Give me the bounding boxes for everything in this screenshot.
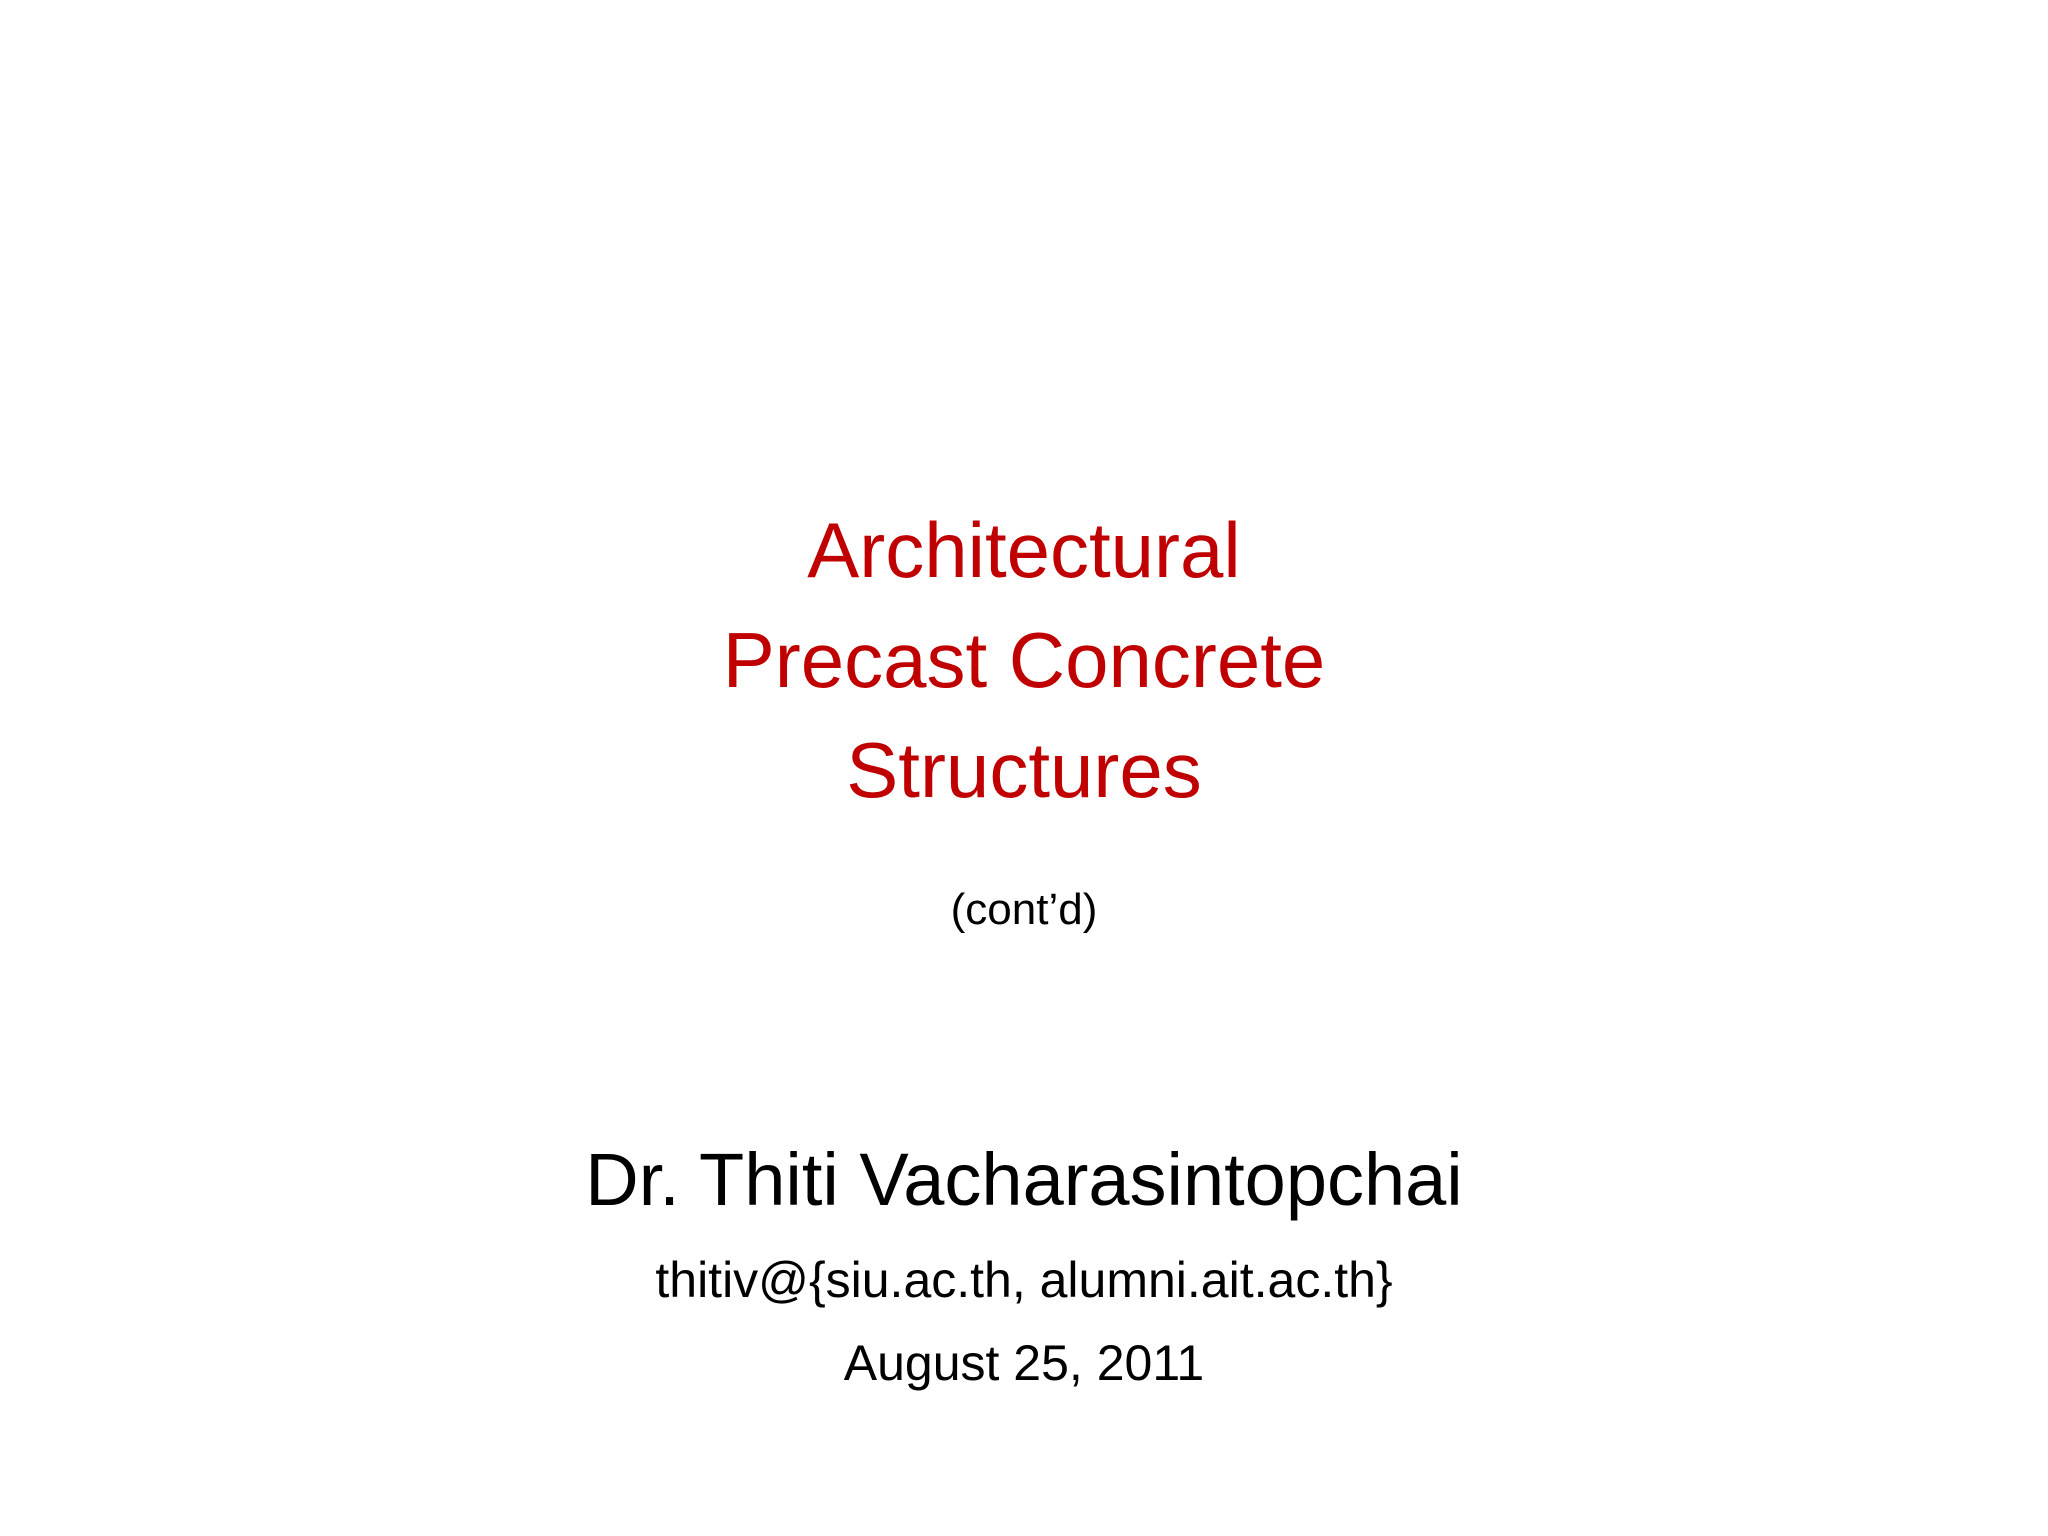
title-line-1: Architectural: [807, 506, 1241, 594]
slide-subtitle: (cont’d): [950, 885, 1098, 934]
presentation-date: August 25, 2011: [843, 1335, 1205, 1391]
title-line-3: Structures: [846, 726, 1202, 814]
author-email: thitiv@{siu.ac.th, alumni.ait.ac.th}: [655, 1252, 1393, 1308]
slide-title: [0, 495, 2048, 825]
author-name: Dr. Thiti Vacharasintopchai: [585, 1138, 1463, 1221]
title-line-2: Precast Concrete: [722, 616, 1326, 704]
